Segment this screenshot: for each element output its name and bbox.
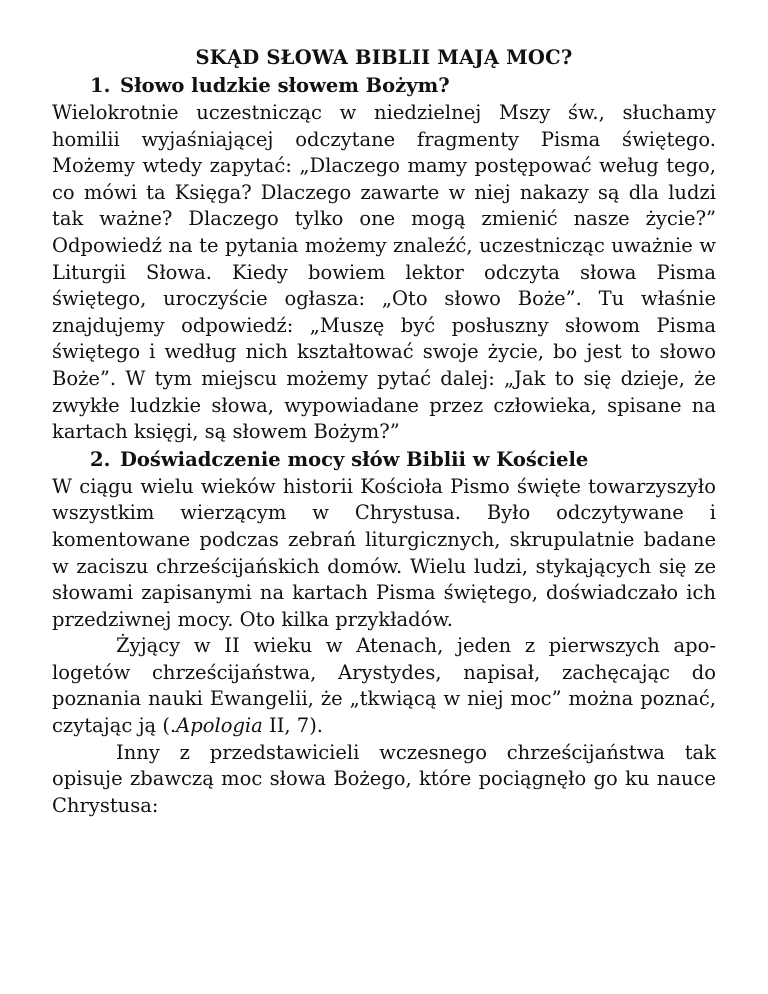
section-1-paragraph: Wielokrotnie uczestnicząc w niedzielnej Mszy św., słuchamy homilii wyjaśniającej odczytane fragmenty Pisma świętego. Możemy wtedy zapytać: „Dlaczego mamy postępować weług tego, co mówi ta Księga? Dlaczego zawarte w niej nakazy są dla ludzi tak ważne? Dlaczego tylko one mogą zmienić nasze życie?” Odpowiedź na te pytania możemy znaleźć, uczestnicząc uważnie w Liturgii Słowa. Kiedy bowiem lektor odczyta słowa Pisma świętego, uroczyście ogłasza: „Oto słowo Boże”. Tu właśnie znajdujemy odpowiedź: „Muszę być posłuszny słowom Pisma świętego i według nich kształtować swoje życie, bo jest to słowo Boże”. W tym miejscu możemy pytać dalej: „Jak to się dzieje, że zwykłe ludzkie słowa, wypowiadane przez człowieka, spisane na kartach księgi, są słowem Bożym?”	[52, 101, 716, 444]
document-page	[52, 44, 716, 819]
section-2-paragraph: W ciągu wielu wieków historii Kościoła Pismo święte towarzyszyło wszystkim wierzącym w Chrystusa. Było odczytywane i komentowane podczas zebrań liturgicznych, skrupulatnie badane w zaciszu chrześcijańskich domów. Wielu ludzi, stykających się ze słowami zapisanymi na kartach Pisma świętego, doświadczało ich przedziwnej mocy. Oto kilka przykładów.	[52, 474, 716, 631]
paragraph-early-christian: Inny z przedstawicieli wczesnego chrześcijaństwa tak opisuje zbawczą moc słowa Bożego, które pociągnęło go ku nauce Chrystusa:	[52, 740, 716, 817]
paragraph-aristides-text: Żyjący w II wieku w Atenach, jeden z pierwszych apologetów chrześcijaństwa, Arystydes, napisał, zachęcając do poznania nauki Ewangelii, że „tkwiącą w niej moc” można poznać, czytając ją	[52, 634, 716, 738]
citation-work: Apologia	[176, 714, 263, 738]
section-2-heading	[52, 446, 716, 474]
section-2-number: 2.	[90, 447, 111, 471]
section-2-title: Doświadczenie mocy słów Biblii w Kościele	[120, 447, 589, 471]
section-1-heading	[52, 72, 716, 100]
paragraph-aristides	[52, 633, 716, 739]
document-title: SKĄD SŁOWA BIBLII MAJĄ MOC?	[195, 46, 573, 69]
section-1-number: 1.	[90, 74, 111, 97]
citation-open: (.	[162, 714, 177, 738]
section-1-title: Słowo ludzkie słowem Bożym?	[120, 74, 450, 97]
citation-ref: II, 7).	[262, 714, 324, 738]
